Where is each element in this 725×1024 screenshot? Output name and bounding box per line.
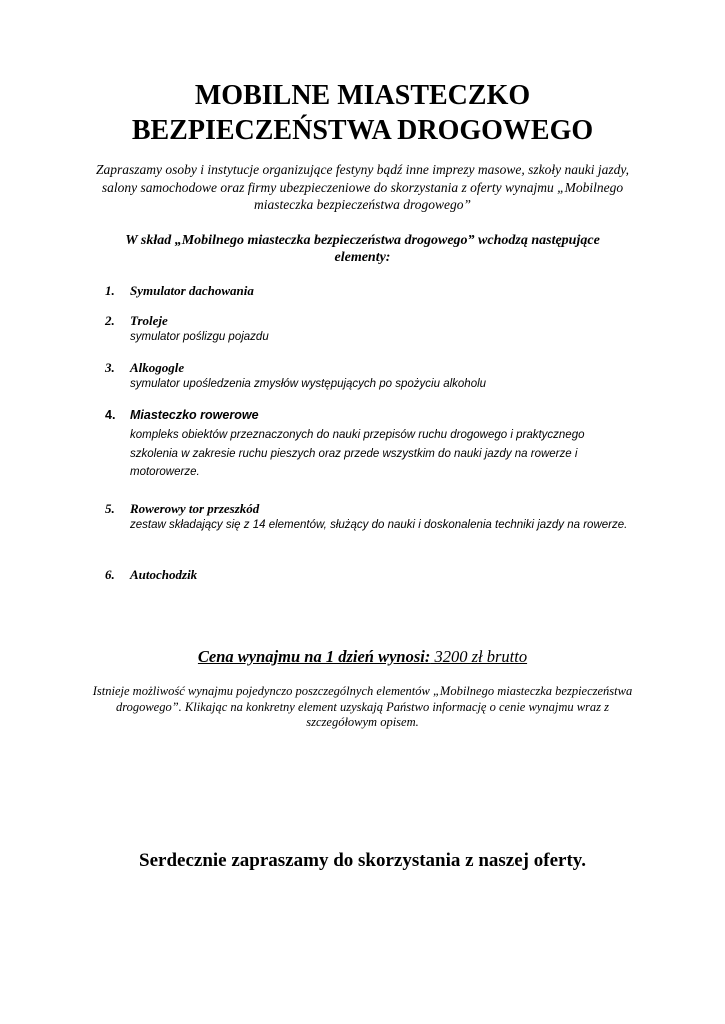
intro-paragraph: Zapraszamy osoby i instytucje organizujące festyny bądź inne imprezy masowe, szkoły nauki jazdy, salony samochodowe oraz firmy ubezpieczeniowe do skorzystania z oferty wynajmu „Mobilnego miasteczka bezpieczeństwa drogowego” bbox=[96, 162, 629, 212]
item-description: symulator upośledzenia zmysłów występujących po spożyciu alkoholu bbox=[130, 378, 487, 390]
item-description: symulator poślizgu pojazdu bbox=[130, 331, 269, 343]
title-line-1: MOBILNE MIASTECZKO bbox=[194, 80, 531, 111]
item-description: kompleks obiektów przeznaczonych do nauki przepisów ruchu drogowego i praktycznego szkolenia w zakresie ruchu pieszych oraz przede wszystkim do nauki jazdy na rowerze i motorowerze. bbox=[130, 429, 585, 478]
item-number: 2. bbox=[105, 313, 115, 328]
document-title bbox=[60, 78, 665, 148]
price-label: Cena wynajmu na 1 dzień wynosi: bbox=[197, 647, 431, 666]
individual-rental-note: Istnieje możliwość wynajmu pojedynczo poszczególnych elementów „Mobilnego miasteczka bezpieczeństwa drogowego”. Klikając na konkretny element uzyskają Państwo informację o cenie wynajmu wraz z szczegółowym opisem. bbox=[92, 684, 633, 729]
item-name: Troleje bbox=[130, 313, 168, 328]
item-name: Alkogogle bbox=[130, 360, 185, 375]
rental-price bbox=[80, 647, 645, 667]
title-line-2: BEZPIECZEŃSTWA DROGOWEGO bbox=[131, 115, 594, 146]
item-number: 4. bbox=[105, 408, 116, 422]
item-number: 1. bbox=[105, 283, 115, 298]
item-name: Rowerowy tor przeszkód bbox=[130, 501, 260, 516]
item-name: Miasteczko rowerowe bbox=[130, 408, 259, 422]
item-name: Symulator dachowania bbox=[130, 283, 254, 298]
elements-subheading: W skład „Mobilnego miasteczka bezpieczeństwa drogowego” wchodzą następujące elementy: bbox=[125, 233, 600, 265]
price-value: 3200 zł brutto bbox=[430, 647, 528, 666]
closing-invitation: Serdecznie zapraszamy do skorzystania z naszej oferty. bbox=[139, 850, 586, 871]
item-description: zestaw składający się z 14 elementów, służący do nauki i doskonalenia techniki jazdy na rowerze. bbox=[130, 519, 628, 531]
item-name: Autochodzik bbox=[130, 567, 198, 582]
item-number: 5. bbox=[105, 501, 115, 516]
item-number: 6. bbox=[105, 567, 115, 582]
item-number: 3. bbox=[105, 360, 115, 375]
